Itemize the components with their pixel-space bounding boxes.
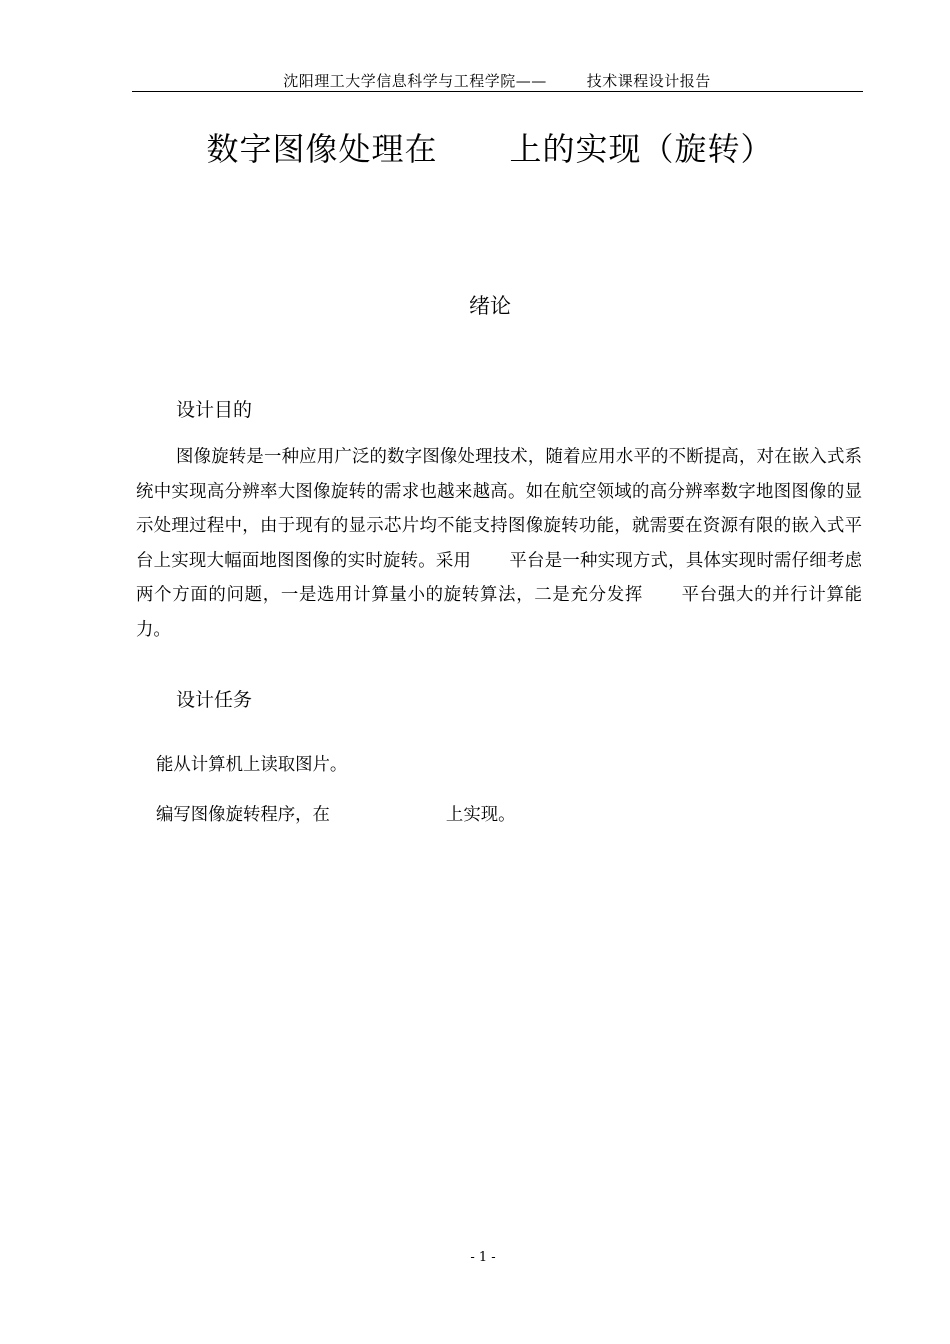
design-goal-heading: 设计目的 xyxy=(176,399,253,421)
design-goal-text-2: 平台是一种实现方式，具体实现时需仔细考虑两个方面的问题，一是选用计算量小的旋转算法，二是充分发挥 xyxy=(136,550,862,606)
header-report-type: 技术课程设计报告 xyxy=(586,72,711,90)
title-part-2: 上的实现（旋转） xyxy=(509,130,774,168)
design-task-item-2-part-2: 上实现。 xyxy=(445,805,516,825)
title-part-1: 数字图像处理在 xyxy=(206,130,438,168)
design-task-heading: 设计任务 xyxy=(176,689,253,711)
design-task-item-2 xyxy=(156,800,516,825)
design-task-item-1: 能从计算机上读取图片。 xyxy=(156,755,348,775)
header-divider xyxy=(132,91,863,92)
header-institution: 沈阳理工大学信息科学与工程学院—— xyxy=(283,72,547,90)
design-goal-paragraph xyxy=(136,440,862,648)
page-number: - 1 - xyxy=(470,1250,496,1265)
design-goal-text-1: 图像旋转是一种应用广泛的数字图像处理技术，随着应用水平的不断提高，对在嵌入式系统中实现高分辨率大图像旋转的需求也越来越高。如在航空领域的高分辨率数字地图图像的显示处理过程中，由于现有的显示芯片均不能支持图像旋转功能，就需要在资源有限的嵌入式平台上实现大幅面地图图像的实时旋转。采用 xyxy=(136,447,862,571)
section-heading: 绪论 xyxy=(469,294,511,318)
design-task-item-2-part-1: 编写图像旋转程序，在 xyxy=(156,805,330,825)
document-title xyxy=(150,124,830,170)
page-header xyxy=(132,70,862,91)
design-goal-text-3: 平台强大的并行计算能力。 xyxy=(136,585,862,640)
